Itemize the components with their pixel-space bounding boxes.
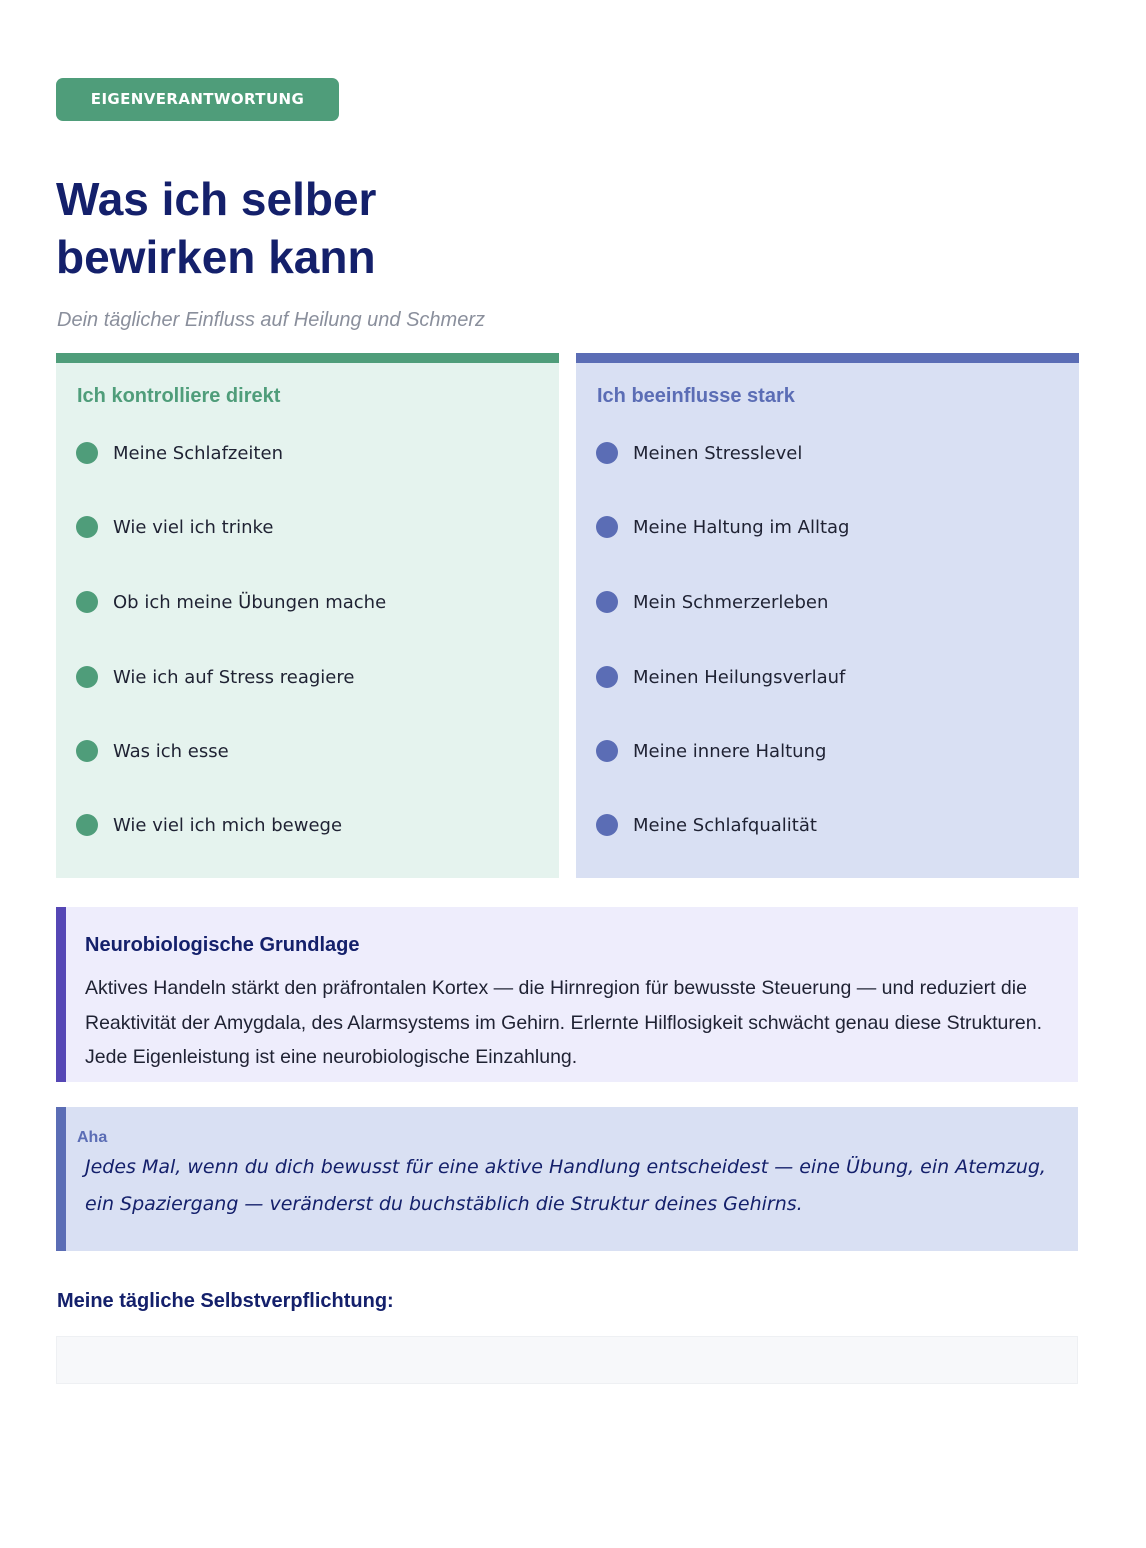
list-item — [596, 514, 849, 540]
control-card — [56, 353, 559, 878]
list-item-label: Meine innere Haltung — [633, 740, 827, 762]
bullet-dot-icon — [76, 814, 98, 836]
list-item-label: Meinen Stresslevel — [633, 442, 803, 464]
list-item — [76, 589, 386, 615]
list-item — [76, 440, 283, 466]
page-title — [56, 170, 376, 286]
neuro-info-box — [56, 907, 1078, 1082]
list-item — [76, 514, 273, 540]
title-line-2: bewirken kann — [56, 231, 376, 283]
aha-box — [56, 1107, 1078, 1251]
bullet-dot-icon — [76, 740, 98, 762]
category-tag: EIGENVERANTWORTUNG — [56, 78, 339, 121]
control-card-title: Ich kontrolliere direkt — [77, 385, 281, 407]
list-item-label: Wie ich auf Stress reagiere — [113, 666, 355, 688]
aha-text: Jedes Mal, wenn du dich bewusst für eine aktive Handlung entscheidest — eine Übung, ein Atemzug, ein Spaziergang — veränderst du buchstäblich die Struktur deines Gehirns. — [85, 1156, 1046, 1215]
list-item-label: Meine Schlafqualität — [633, 814, 817, 836]
list-item-label: Meine Schlafzeiten — [113, 442, 283, 464]
aha-label: Aha — [77, 1129, 108, 1146]
list-item-label: Ob ich meine Übungen mache — [113, 591, 387, 613]
list-item-label: Mein Schmerzerleben — [633, 591, 829, 613]
page-subtitle: Dein täglicher Einfluss auf Heilung und Schmerz — [57, 309, 485, 331]
list-item — [596, 812, 817, 838]
influence-card-title: Ich beeinflusse stark — [597, 385, 795, 407]
list-item-label: Wie viel ich mich bewege — [113, 814, 343, 836]
bullet-dot-icon — [596, 740, 618, 762]
bullet-dot-icon — [596, 814, 618, 836]
list-item-label: Meinen Heilungsverlauf — [633, 666, 846, 688]
neuro-info-text: Aktives Handeln stärkt den präfrontalen Kortex — die Hirnregion für bewusste Steuerung — und reduziert die Reaktivität der Amygdala, des Alarmsystems im Gehirn. Erlernte Hilflosigkeit schwächt genau diese Strukturen. Jede Eigenleistung ist eine neurobiologische Einzahlung. — [85, 977, 1042, 1068]
list-item — [596, 664, 845, 690]
bullet-dot-icon — [76, 516, 98, 538]
list-item — [76, 812, 342, 838]
commitment-field[interactable] — [56, 1336, 1078, 1384]
list-item — [596, 589, 828, 615]
bullet-dot-icon — [596, 666, 618, 688]
bullet-dot-icon — [596, 591, 618, 613]
list-item — [76, 738, 229, 764]
bullet-dot-icon — [76, 591, 98, 613]
bullet-dot-icon — [76, 442, 98, 464]
list-item — [76, 664, 354, 690]
list-item — [596, 440, 802, 466]
influence-card — [576, 353, 1079, 878]
commitment-label: Meine tägliche Selbstverpflichtung: — [57, 1290, 394, 1312]
list-item — [596, 738, 826, 764]
bullet-dot-icon — [596, 516, 618, 538]
neuro-info-title: Neurobiologische Grundlage — [85, 934, 360, 956]
list-item-label: Was ich esse — [113, 740, 229, 762]
title-line-1: Was ich selber — [56, 173, 377, 225]
list-item-label: Wie viel ich trinke — [113, 516, 274, 538]
bullet-dot-icon — [76, 666, 98, 688]
bullet-dot-icon — [596, 442, 618, 464]
list-item-label: Meine Haltung im Alltag — [633, 516, 850, 538]
